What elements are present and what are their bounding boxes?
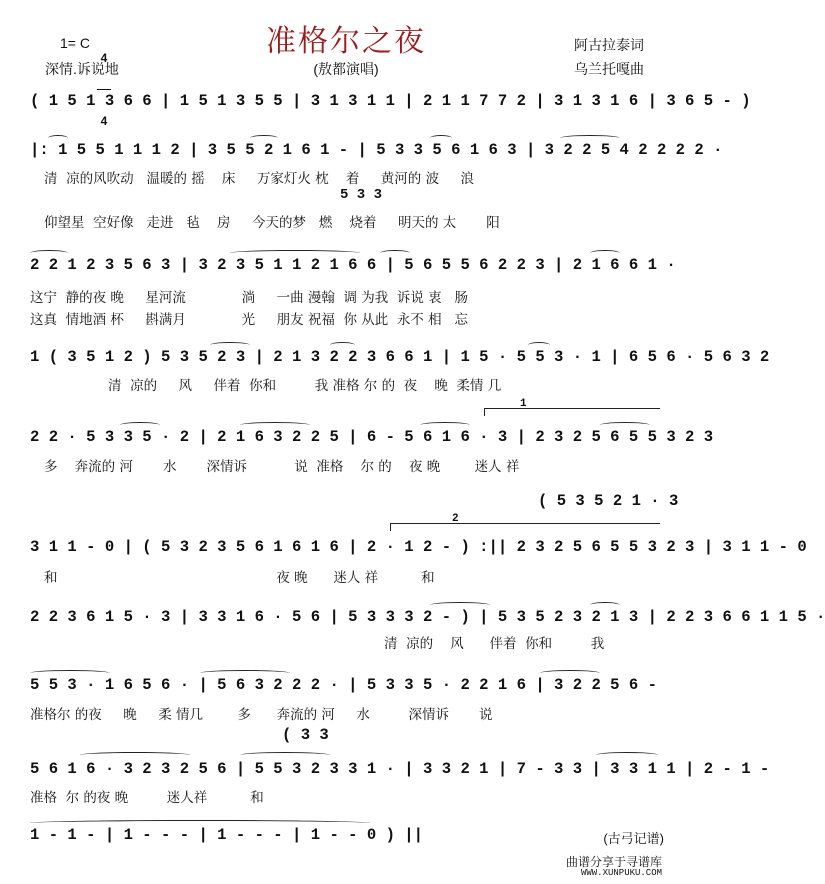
volta-bracket-2	[390, 523, 660, 524]
lyric-row-4: 清 凉的 风 伴着 你和 我 准格 尔 的 夜 晚 柔情 几	[108, 378, 502, 394]
performance-style: 深情.诉说地	[45, 61, 119, 77]
notation-row-5: 2 2 · 5 3 3 5 · 2 | 2 1 6 3 2 2 5 | 6 - 5 6 1 6 · 3 | 2 3 2 5 6 5 5 3 2 3	[30, 428, 714, 446]
alt-notation-row: ( 5 3 5 2 1 · 3	[538, 492, 679, 510]
notation-row-1: ( 1 5 1 3 6 6 | 1 5 1 3 5 5 | 3 1 3 1 1 | 2 1 1 7 7 2 | 3 1 3 1 6 | 3 6 5 - )	[30, 92, 751, 110]
lyric-row-7: 清 凉的 风 伴着 你和 我	[384, 636, 605, 652]
alt-notation-row-2: ( 3 3	[282, 726, 329, 744]
song-title: 准格尔之夜	[266, 24, 426, 59]
notation-row-4: 1 ( 3 5 1 2 ) 5 3 5 2 3 | 2 1 3 2 2 3 6 6 1 | 1 5 · 5 5 3 · 1 | 6 5 6 · 5 6 3 2	[30, 348, 770, 366]
volta-number-1: 1	[520, 398, 527, 410]
notation-row-2: |: 1 5 5 1 1 1 2 | 3 5 5 2 1 6 1 - | 5 3 3 5 6 1 6 3 | 3 2 2 5 4 2 2 2 2 ·	[30, 141, 723, 159]
notation-row-8: 5 5 3 · 1 6 5 6 · | 5 6 3 2 2 2 · | 5 3 3 5 · 2 2 1 6 | 3 2 2 5 6 -	[30, 676, 657, 694]
lyric-row-10: 准格 尔 的夜 晚 迷人祥 和	[30, 790, 264, 806]
notation-row-7: 2 2 3 6 1 5 · 3 | 3 3 1 6 · 5 6 | 5 3 3 3 2 - ) | 5 3 5 2 3 2 1 3 | 2 2 3 6 6 1 1 5 ·	[30, 608, 825, 626]
transcriber-credit: (古弓记谱)	[603, 831, 664, 846]
alt-notes: 5 3 3	[340, 187, 383, 203]
slur-mark	[240, 752, 330, 758]
lyric-row-6: 和 夜 晚 迷人 祥 和	[44, 570, 435, 586]
slur-mark	[596, 752, 658, 758]
slur-mark	[80, 752, 190, 758]
lyric-row-8: 准格尔 的夜 晚 柔 情几 多 奔流的 河 水 深情诉 说	[30, 707, 493, 723]
notation-row-11: 1 - 1 - | 1 - - - | 1 - - - | 1 - - 0 ) ||	[30, 826, 424, 844]
lyric-row-2-verse-1: 清 凉的风吹动 温暖的 摇 床 万家灯火 枕 着 黄河的 波 浪	[44, 171, 475, 187]
time-signature	[97, 28, 111, 139]
volta-bracket-1-edge	[484, 408, 485, 416]
source-watermark: 曲谱分享于寻谱库	[565, 855, 662, 869]
time-signature-top: 4	[100, 51, 108, 65]
time-signature-bottom: 4	[100, 114, 108, 128]
singer-credit: (敖都演唱)	[313, 61, 379, 77]
lyricist-credit: 阿古拉泰词	[574, 37, 644, 53]
volta-bracket-1	[484, 408, 660, 409]
key-signature: 1= C	[60, 35, 90, 51]
source-url: WWW.XUNPUKU.COM	[580, 868, 662, 878]
volta-number-2: 2	[452, 513, 459, 525]
notation-row-3: 2 2 1 2 3 5 6 3 | 3 2 3 5 1 1 2 1 6 6 | 5 6 5 5 6 2 2 3 | 2 1 6 6 1 ·	[30, 256, 676, 274]
lyric-row-3-verse-2: 这真 情地酒 杯 斟满月 光 朋友 祝福 你 从此 永不 相 忘	[30, 312, 468, 328]
lyric-row-3-verse-1: 这宁 静的夜 晚 星河流 淌 一曲 漫翰 调 为我 诉说 衷 肠	[30, 290, 468, 306]
volta-bracket-2-edge	[390, 523, 391, 531]
notation-row-10: 5 6 1 6 · 3 2 3 2 5 6 | 5 5 3 2 3 3 1 · | 3 3 2 1 | 7 - 3 3 | 3 3 1 1 | 2 - 1 -	[30, 760, 770, 778]
composer-credit: 乌兰托嘎曲	[574, 61, 644, 77]
lyric-row-5: 多 奔流的 河 水 深情诉 说 准格 尔 的 夜 晚 迷人 祥	[44, 459, 520, 475]
lyric-row-2-verse-2: 仰望星 空好像 走进 毡 房 今天的梦 燃 烧着 明天的 太 阳	[44, 215, 500, 231]
notation-row-6: 3 1 1 - 0 | ( 5 3 2 3 5 6 1 6 1 6 | 2 · 1 2 - ) :|| 2 3 2 5 6 5 5 3 2 3 | 3 1 1 - 0	[30, 538, 807, 556]
time-signature-bar	[97, 89, 111, 90]
